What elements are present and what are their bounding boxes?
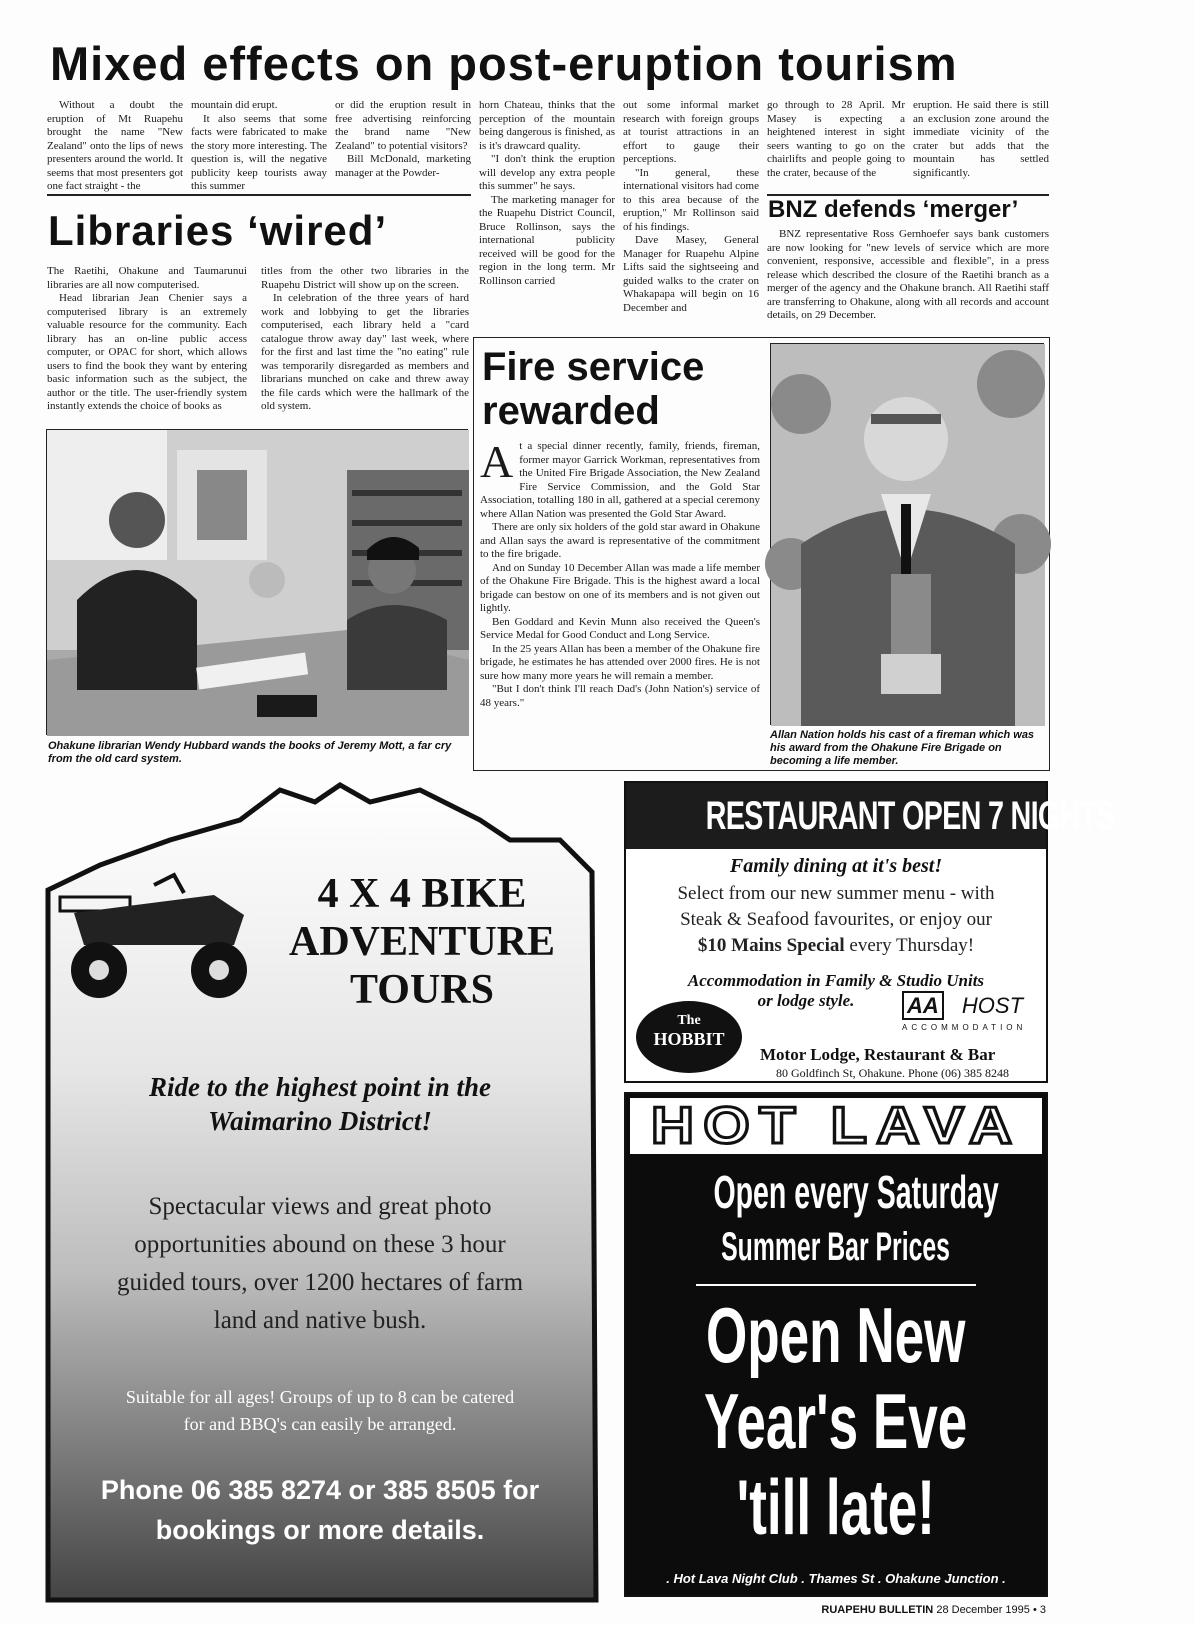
fire-p2: There are only six holders of the gold star award in Ohakune and Allan says the award is representative of the commitment to the fire brigade. xyxy=(480,521,760,560)
libraries-col2-p1: titles from the other two libraries in the Ruapehu District will show up on the screen. xyxy=(261,265,469,291)
bike-tagline-line-1: Ride to the highest point in the xyxy=(148,1072,492,1102)
hobbit-menu-text xyxy=(626,881,1046,959)
hot-lava-new-years xyxy=(626,1292,1046,1550)
libraries-column-2 xyxy=(261,265,469,425)
hobbit-line-2: Steak & Seafood favourites, or enjoy our xyxy=(680,909,992,930)
aa-host-logo xyxy=(902,993,1023,1019)
fire-p3: And on Sunday 10 December Allan was made a life member of the Ohakune Fire Brigade. This is the highest award a local brigade can bestow on one of its members and is not given out lightly. xyxy=(480,561,760,614)
library-photo-image xyxy=(47,430,469,736)
hobbit-address: 80 Goldfinch St, Ohakune. Phone (06) 385 8248 xyxy=(776,1066,1009,1080)
fire-headline xyxy=(482,345,704,433)
fire-p4: Ben Goddard and Kevin Munn also received the Queen's Service Medal for Good Conduct and Long Service. xyxy=(480,615,760,641)
bike-phone-line-2: bookings or more details. xyxy=(155,1515,485,1545)
tourism-col7-text: eruption. He said there is still an exclusion zone around the immediate vicinity of the crater but adds that the mountain has settled significantly. xyxy=(913,99,1049,179)
bnz-headline: BNZ defends ‘merger’ xyxy=(768,196,1019,223)
hot-lava-logo xyxy=(630,1098,1042,1154)
tourism-col3-p2: Bill McDonald, marketing manager at the Powder- xyxy=(335,153,471,179)
divider xyxy=(696,1284,976,1286)
hot-lava-saturday xyxy=(626,1164,1046,1220)
hobbit-banner-text: RESTAURANT OPEN 7 NIGHTS xyxy=(705,794,1116,838)
bnz-body xyxy=(767,228,1049,336)
bike-body-line-2: opportunities abound on these 3 hour xyxy=(134,1231,506,1258)
library-photo-caption: Ohakune librarian Wendy Hubbard wands the books of Jeremy Mott, a far cry from the old card system. xyxy=(48,740,452,765)
hobbit-accom-line-1: Accommodation in Family & Studio Units xyxy=(687,971,985,990)
tourism-col2-p1: mountain did erupt. xyxy=(191,99,278,111)
hot-lava-footer: . Hot Lava Night Club . Thames St . Ohakune Junction . xyxy=(666,1571,1006,1586)
bnz-text: BNZ representative Ross Gernhoefer says bank customers are now looking for "new levels of service which are more convenient, responsive, accessible and flexible", in a press release which described the closure of the Raetihi branch as a merger of the agency and the Ohakune branch. All Raetihi staff are transferring to Ohakune, along with all records and account details, on 29 December. xyxy=(767,228,1049,321)
tourism-col5-p1: out some informal market research with foreign groups at tourist attractions in an effort to gauge their perceptions. xyxy=(623,99,759,165)
hobbit-accom-line-2: or lodge style. xyxy=(757,991,855,1010)
libraries-col2-p2: In celebration of the three years of hard work and lobbying to get the libraries computerised, each library held a "card catalogue throw away day" last week, where for the first and last time the "no eating" rule was temporarily disregarded as members and librarians munched on cake and threw away the file cards which were the hallmark of the old system. xyxy=(261,292,469,412)
aa-accommodation-label: ACCOMMODATION xyxy=(902,1023,1027,1032)
fire-headline-line-1: Fire service xyxy=(482,345,705,389)
libraries-headline: Libraries ‘wired’ xyxy=(48,207,388,254)
library-photo xyxy=(46,429,468,735)
tourism-column-4 xyxy=(479,99,615,335)
hobbit-special-rest: every Thursday! xyxy=(844,935,975,956)
bike-ad-tagline xyxy=(60,1070,580,1138)
hot-lava-big-2: Year's Eve xyxy=(704,1377,968,1465)
tourism-headline: Mixed effects on post-eruption tourism xyxy=(50,37,958,90)
bike-ad-title xyxy=(272,870,572,1014)
hot-lava-big-1: Open New xyxy=(706,1291,966,1379)
fire-body xyxy=(480,436,760,765)
footer-date: 28 December 1995 xyxy=(936,1604,1030,1616)
tourism-column-1 xyxy=(47,99,183,191)
bike-body-line-4: land and native bush. xyxy=(213,1307,427,1334)
tourism-col2-p2: It also seems that some facts were fabricated to make the story more interesting. The question is, will the negative publicity keep tourists away this summer xyxy=(191,112,327,192)
bike-ad-small-print xyxy=(60,1384,580,1438)
bike-small-line-1: Suitable for all ages! Groups of up to 8 can be catered xyxy=(125,1387,515,1407)
tourism-col5-p2: "In general, these international visitors had come to this area because of the eruption," Mr Rollinson said of his findings. xyxy=(623,166,759,233)
bike-small-line-2: for and BBQ's can easily be arranged. xyxy=(183,1414,457,1434)
tourism-col4-p3: The marketing manager for the Ruapehu District Council, Bruce Rollinson, says the international publicity received will be good for the region in the long term. Mr Rollinson carried xyxy=(479,193,615,287)
tourism-col3-p1: or did the eruption result in free advertising reinforcing the brand name "New Zealand" to potential visitors? xyxy=(335,99,471,152)
hobbit-logo xyxy=(636,1001,742,1073)
tourism-col4-p1: horn Chateau, thinks that the perception of the mountain being dangerous is finished, as is it's drawcard quality. xyxy=(479,99,615,152)
bike-body-line-3: guided tours, over 1200 hectares of farm xyxy=(116,1269,524,1296)
hot-lava-line-1: Open every Saturday xyxy=(713,1166,999,1218)
hot-lava-prices xyxy=(626,1222,1046,1272)
aa-logo: AA xyxy=(902,991,944,1020)
footer-separator: • xyxy=(1032,1604,1037,1616)
hot-lava-ad xyxy=(624,1092,1048,1597)
hobbit-line-1: Select from our new summer menu - with xyxy=(677,883,995,904)
tourism-column-3 xyxy=(335,99,471,191)
footer-page-number: 3 xyxy=(1039,1604,1046,1616)
divider xyxy=(47,194,471,196)
hot-lava-big-3: 'till late! xyxy=(736,1463,936,1551)
fireman-photo xyxy=(770,343,1044,725)
hobbit-line-3 xyxy=(626,933,1046,959)
hot-lava-line-2: Summer Bar Prices xyxy=(721,1225,951,1269)
hobbit-logo-line-2: HOBBIT xyxy=(653,1029,725,1049)
bike-body-line-1: Spectacular views and great photo xyxy=(148,1193,492,1220)
fire-p1: t a special dinner recently, family, friends, fireman, former mayor Garrick Workman, representatives from the United Fire Brigade Association, the New Zealand Fire Service Commission, and the Gold Star Association, totalling 180 in all, gathered at a special ceremony where Allan Nation was presented the Gold Star Award. xyxy=(480,440,760,520)
libraries-col1-p1: The Raetihi, Ohakune and Taumarunui libraries are all now computerised. xyxy=(47,265,247,291)
tourism-column-6 xyxy=(767,99,905,191)
hobbit-subhead: Family dining at it's best! xyxy=(729,855,943,877)
fire-p5: In the 25 years Allan has been a member of the Ohakune fire brigade, he estimates he has attended over 2000 fires. He is not sure how many more years he will remain a member. xyxy=(480,642,760,682)
bike-ad-phone xyxy=(60,1470,580,1550)
tourism-column-7 xyxy=(913,99,1049,191)
bike-title-line-1: 4 X 4 BIKE xyxy=(317,871,527,917)
hobbit-restaurant-ad xyxy=(624,781,1116,1083)
fireman-photo-caption: Allan Nation holds his cast of a fireman which was his award from the Ohakune Fire Brigade on becoming a life member. xyxy=(770,729,1035,767)
tourism-column-5 xyxy=(623,99,759,335)
bike-title-line-2: ADVENTURE xyxy=(288,919,556,965)
tourism-column-2 xyxy=(191,99,327,191)
host-logo: HOST xyxy=(961,993,1024,1018)
libraries-column-1 xyxy=(47,265,247,425)
fire-headline-line-2: rewarded xyxy=(482,389,660,433)
libraries-col1-p2: Head librarian Jean Chenier says a computerised library is an extremely valuable resource for the community. Each library has an on-line public access computer, or OPAC for short, which allows users to find the book they want by entering basic information such as the subject, the author or the title. The user-friendly system instantly extends the choice of books as xyxy=(47,292,247,412)
fireman-photo-image xyxy=(771,344,1045,726)
fire-p6: "But I don't think I'll reach Dad's (John Nation's) service of 48 years." xyxy=(480,683,760,709)
hot-lava-logo-text: HOT LAVA xyxy=(650,1097,1022,1155)
fire-dropcap: A xyxy=(480,436,514,487)
bike-tours-ad xyxy=(40,780,612,1600)
tourism-col4-p2: "I don't think the eruption will develop any extra people this summer" he says. xyxy=(479,153,615,192)
hobbit-special: $10 Mains Special xyxy=(697,935,845,956)
bike-title-line-3: TOURS xyxy=(350,967,494,1013)
quad-bike-icon xyxy=(54,875,264,1005)
hobbit-motor-lodge: Motor Lodge, Restaurant & Bar xyxy=(760,1045,996,1064)
tourism-col6-text: go through to 28 April. Mr Masey is expecting a heightened interest in sight seers wanting to go on the chairlifts and people going to the crater, because of the xyxy=(767,99,905,179)
page-footer xyxy=(821,1604,1046,1616)
hobbit-logo-line-1: The xyxy=(677,1013,701,1028)
hobbit-banner xyxy=(626,783,1116,849)
bike-phone-line-1: Phone 06 385 8274 or 385 8505 for xyxy=(100,1475,540,1505)
tourism-col1-text: Without a doubt the eruption of Mt Ruapehu brought the name "New Zealand" onto the lips of news presenters around the world. It seems that most presenters got one fact straight - the xyxy=(47,99,183,192)
footer-masthead: RUAPEHU BULLETIN xyxy=(821,1604,934,1616)
tourism-col5-p3: Dave Masey, General Manager for Ruapehu Alpine Lifts said the sightseeing and guided walks to the crater on Whakapapa will begin on 16 December and xyxy=(623,234,759,314)
bike-ad-body xyxy=(60,1188,580,1340)
bike-tagline-line-2: Waimarino District! xyxy=(208,1106,432,1136)
